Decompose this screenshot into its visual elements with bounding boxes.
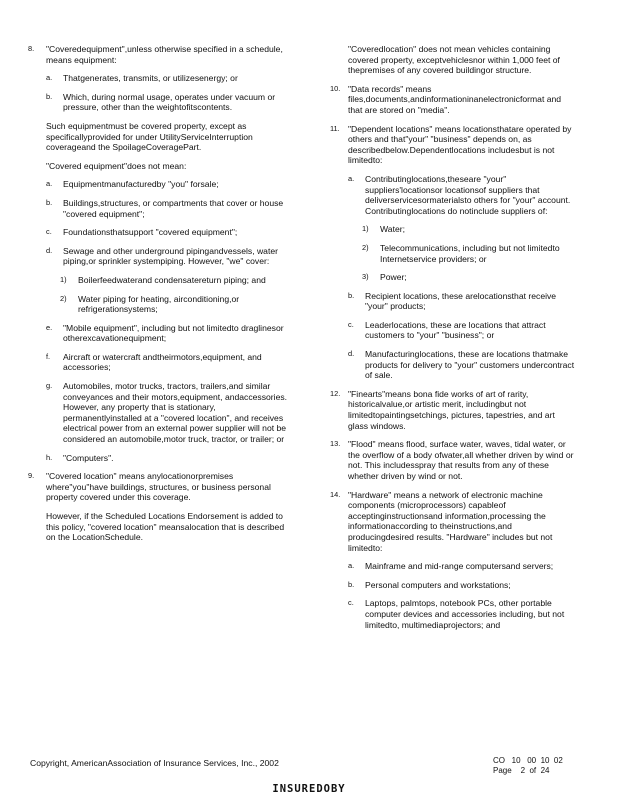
left-column [28,44,296,551]
sub-item: b. Buildings,structures, or compartments that cover or house "covered equipment"; [46,197,284,219]
sub-item: b. Recipient locations, these arelocationsthat receive "your" products; [348,290,557,312]
sub-item: a. Equipmentmanufacturedby "you" forsale; [46,179,219,190]
paragraph: However, if the Scheduled Locations Endorsement is added to this policy, "covered location" meansalocation that is described on the LocationSchedule. [46,511,285,543]
page-number: Page 2 of 24 [493,766,550,775]
sub-sub-item: 2) Water piping for heating, airconditioning,or refrigerationsystems; [60,293,240,315]
definition-text: "Finearts"means bona fide works of art of rarity, historicalvalue,or artistic merit, includingbut not limitedtopaintingsetchings, pictures, tapestries, and art glass windows. [348,388,555,431]
item-number: 10. [330,83,341,93]
sub-item: b. Personal computers and workstations; [348,579,511,590]
definition-11 [330,124,576,381]
item-number: 9. [28,471,35,481]
definition-10 [330,84,576,116]
sub-sub-item: 2) Telecommunications, including but not limitedto Internetservice providers; or [362,242,560,264]
definition-text: "Data records" means files,documents,andinformationinanelectronicformat and that are stored on "media". [348,83,562,115]
sub-sub-item: 3) Power; [362,272,407,283]
form-code: CO 10 00 10 02 [493,756,563,765]
definition-text: "Flood" means flood, surface water, waves, tidal water, or the overflow of a body ofwater,all whether driven by wind or not. This includesspray that results from any of these whether driven by wind or not. [348,439,574,481]
definition-8 [28,44,296,463]
paragraph: Such equipmentmust be covered property, except as specificallyprovided for under UtilityServiceInterruption coverageand the SpoilageCoveragePart. [46,120,253,153]
definition-12 [330,389,576,431]
sub-item: d. Sewage and other underground pipingandvessels, water piping,or sprinkler systempiping. However, "we" cover: [46,245,278,267]
paragraph: "Covered equipment"does not mean: [46,160,187,171]
item-number: 12. [330,388,341,398]
sub-item: f. Aircraft or watercraft andtheirmotors,equipment, and accessories; [46,351,262,373]
sub-item: c. Laptops, palmtops, notebook PCs, other portable computer devices and accessories including, but not limitedto, multimediaprojectors; and [348,598,565,630]
definition-text: "Coveredequipment",unless otherwise specified in a schedule, means equipment: [46,44,283,65]
sub-item: h. "Computers". [46,452,114,463]
sub-item: b. Which, during normal usage, operates under vacuum or pressure, other than the weightofitscontents. [46,91,276,113]
definition-13 [330,439,576,481]
sub-item: a. Contributinglocations,theseare "your" suppliers'locationsor locationsof suppliers that deliverservicesormaterialsto others for "your" account. Contributinglocations do notinclude suppliers of: [348,173,571,216]
form-page-info [493,756,563,776]
definition-text: "Dependent locations" means locationsthatare operated by others and that"your" "business" depends on, as describedbelow.Dependentlocations includesbut is not limitedto: [348,123,572,166]
definition-text: "Hardware" means a network of electronic machine components (microprocessors) capableof acceptinginstructionsand information,processing the informationaccording to theinstructions,and producingdesired results. "Hardware" includes but not limitedto: [348,489,553,553]
definition-9-continued [330,44,576,76]
item-number: 13. [330,439,341,449]
sub-item: a. Thatgenerates, transmits, or utilizesenergy; or [46,73,238,84]
copyright-notice: Copyright, AmericanAssociation of Insurance Services, Inc., 2002 [30,758,279,768]
item-number: 11. [330,123,340,133]
definition-text: "Covered location" means anylocationorpremises where"you"have buildings, structures, or business personal property covered under this coverage. [46,471,271,503]
right-column [330,44,576,638]
definition-14 [330,490,576,631]
item-number: 14. [330,489,341,499]
sub-sub-item: 1) Water; [362,224,405,235]
sub-item: c. Foundationsthatsupport "covered equipment"; [46,227,238,238]
brand-watermark: INSUREDOBY [272,783,346,795]
paragraph: "Coveredlocation" does not mean vehicles containing covered property, exceptvehiclesnor within 1,000 feet of thepremises of any covered buildingor structure. [348,44,560,76]
sub-item: e. "Mobile equipment", including but not limitedto draglinesor otherexcavationequipment; [46,322,284,344]
sub-item: g. Automobiles, motor trucks, tractors, trailers,and similar conveyances and their motors,equipment, andaccessories. However, any property that is stationary, permanentlyinstalled at a "covered location", and receives electrical power from an external power supplier will not be considered an automobile,motor truck, tractor, or trailer; or [46,381,288,445]
sub-item: d. Manufacturinglocations, these are locations thatmake products for delivery to "your" customers undercontract of sale. [348,349,575,381]
sub-item: a. Mainframe and mid-range computersand servers; [348,561,554,572]
definition-9 [28,471,296,543]
sub-sub-item: 1) Boilerfeedwaterand condensatereturn piping; and [60,274,266,285]
item-number: 8. [28,44,35,53]
sub-item: c. Leaderlocations, these are locations that attract customers to "your" "business"; or [348,319,546,341]
